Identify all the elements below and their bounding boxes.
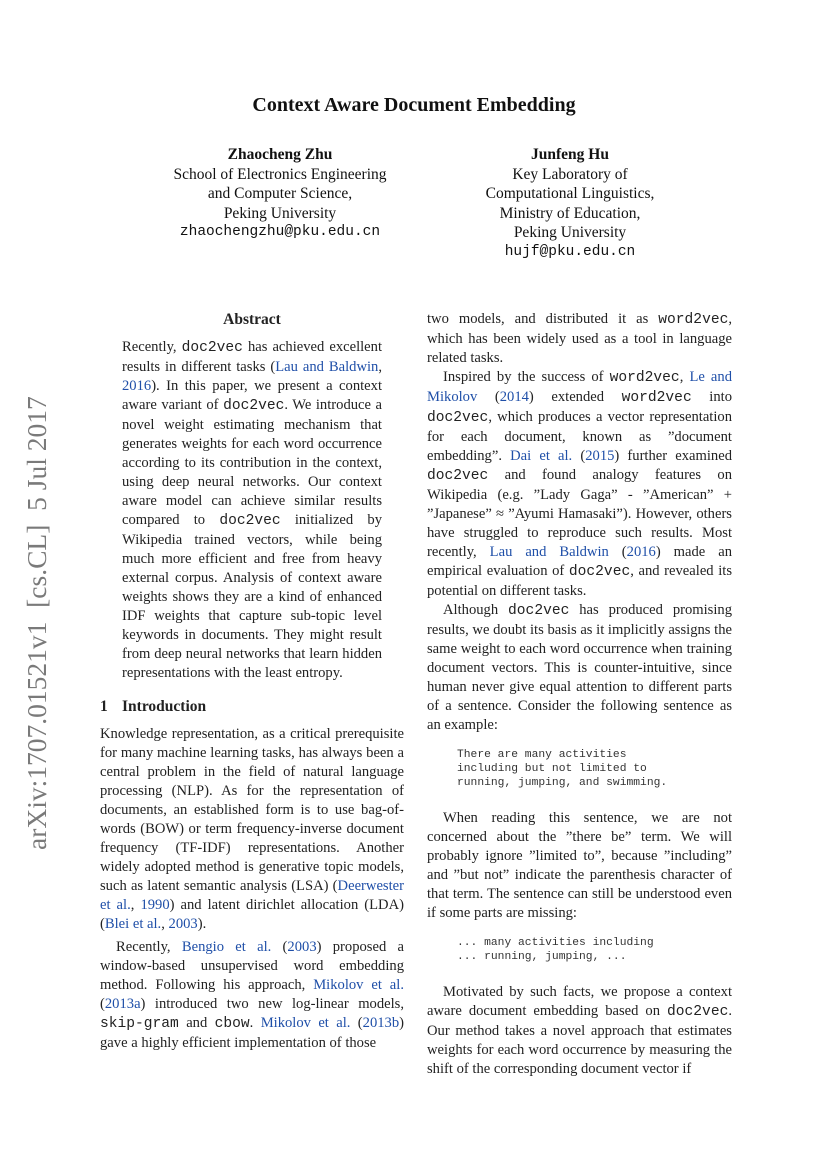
text-run: . We introduce a novel weight estimating mechanism that generates weights for each word occurrence according to its contribution in the context, using deep neural networks. Our context aware model can achieve similar results compared to (122, 397, 382, 528)
code-term: doc2vec (508, 603, 570, 619)
text-run: has achieved excellent results in different tasks ( (122, 339, 383, 375)
text-run: Motivated by such facts, we propose a context aware document embedding based on (427, 984, 732, 1019)
abstract-heading: Abstract (223, 311, 281, 328)
citation-link[interactable]: Lau and Baldwin (489, 544, 609, 560)
body-paragraph (427, 601, 732, 735)
arxiv-identifier-text: arXiv:1707.01521v1 [cs.CL] 5 Jul 2017 (21, 396, 52, 850)
text-run: ) introduced two new log-linear models, (140, 996, 404, 1012)
text-run: ) made an empirical evaluation of (427, 544, 732, 579)
text-run: ( (350, 1015, 363, 1031)
author-name: Junfeng Hu (531, 146, 609, 163)
text-run: , (161, 916, 169, 932)
citation-year-link[interactable]: 2016 (626, 544, 656, 560)
citation-link[interactable]: Mikolov et al. (260, 1015, 351, 1031)
citation-year-link[interactable]: 2013b (362, 1015, 400, 1031)
code-term: doc2vec (223, 398, 285, 414)
text-run: and (178, 1015, 215, 1031)
text-run: ) extended (528, 389, 622, 405)
citation-link[interactable]: Bengio et al. (181, 939, 272, 955)
text-run: Recently, (122, 339, 182, 355)
right-column (427, 310, 732, 1079)
author-affiliation-line: School of Electronics Engineering (173, 165, 387, 183)
citation-link[interactable]: Dai et al. (510, 448, 573, 464)
author-affiliation-line: Key Laboratory of (512, 165, 628, 183)
author-block-1 (140, 145, 420, 243)
text-run: , which has been widely used as a tool in language related tasks. (427, 311, 732, 366)
author-affiliation-line: Ministry of Education, (499, 204, 641, 222)
text-run: ) proposed a window-based unsupervised word embedding method. Following his approach, (100, 939, 404, 993)
citation-year-link[interactable]: 2016 (122, 378, 152, 394)
citation-link[interactable]: Deerwester et al. (100, 878, 404, 913)
code-term: doc2vec (427, 468, 489, 484)
citation-year-link[interactable]: 2015 (585, 448, 615, 464)
text-run: into (691, 389, 732, 405)
text-run: ) further examined (614, 448, 732, 464)
body-paragraph (427, 368, 732, 601)
intro-paragraph-1 (100, 725, 404, 934)
section-title: Introduction (122, 698, 207, 715)
author-email[interactable]: zhaochengzhu@pku.edu.cn (179, 224, 381, 240)
text-run: ( (572, 448, 586, 464)
text-run: ( (100, 996, 105, 1012)
author-affiliation-line: Computational Linguistics, (485, 185, 655, 202)
arxiv-identifier-stamp (0, 380, 60, 860)
body-paragraph-continued (427, 310, 732, 368)
text-run: . Our method takes a novel approach that estimates weights for each word occurrence by measuring the shift of the corresponding document vector if (427, 1003, 732, 1077)
text-run: , (679, 369, 690, 385)
author-affiliation-line: Peking University (223, 204, 337, 222)
text-run: ). (197, 916, 207, 932)
code-term: word2vec (658, 312, 729, 328)
text-run: ( (608, 544, 627, 560)
citation-year-link[interactable]: 1990 (140, 897, 170, 913)
author-affiliation-line: Peking University (513, 224, 627, 241)
body-paragraph: When reading this sentence, we are not concerned about the ”there be” term. We will probably ignore ”limited to”, because ”including” and ”but not” indicate the parenthesis character of that term. The sentence can still be understood even if some parts are missing: (427, 810, 732, 921)
text-run: , (378, 359, 382, 375)
author-block-2 (430, 145, 710, 262)
text-run: . (249, 1015, 261, 1031)
text-run: and found analogy features on Wikipedia (e.g. ”Lady Gaga” - ”American” + ”Japanese” ≈ ”Ayumi Hamasaki”). However, others have struggled to reproduce such results. Most recently, (427, 467, 732, 560)
text-run: Although (443, 602, 509, 618)
citation-link[interactable]: Blei et al. (104, 916, 162, 932)
text-run: initialized by Wikipedia trained vectors, while being much more efficient and free from heavy external corpus. Analysis of context aware weights shows they are a kind of enhanced IDF weights that capture sub-topic level keywords in documents. They might result from deep neural networks that learn hidden representations with the least entropy. (122, 512, 382, 681)
text-run: two models, and distributed it as (427, 311, 659, 327)
code-term: doc2vec (219, 513, 281, 529)
citation-year-link[interactable]: 2003 (287, 939, 317, 955)
text-run: ). In this paper, we present a context aware variant of (122, 378, 382, 413)
citation-year-link[interactable]: 2003 (168, 916, 198, 932)
code-term: doc2vec (667, 1004, 729, 1020)
author-email[interactable]: hujf@pku.edu.cn (504, 243, 636, 260)
abstract-body (122, 338, 382, 683)
text-run: ( (477, 389, 500, 405)
author-affiliation-line: and Computer Science, (207, 185, 353, 202)
text-run: Inspired by the success of (443, 369, 610, 385)
code-term: doc2vec (427, 410, 489, 426)
body-paragraph (427, 983, 732, 1079)
code-term: word2vec (621, 390, 692, 406)
code-term: cbow (214, 1016, 250, 1032)
citation-link[interactable]: Mikolov et al. (313, 977, 404, 993)
intro-paragraph-2 (100, 938, 404, 1053)
code-term: doc2vec (568, 564, 631, 580)
text-run: ) and latent dirichlet allocation (LDA) ( (100, 897, 404, 932)
example-fragment-code-block: ... many activities including ... running, jumping, ... (457, 937, 654, 963)
text-run: , which produces a vector representation for each document, known as ”document embedding”. (427, 409, 732, 464)
text-run: Knowledge representation, as a critical prerequisite for many machine learning tasks, has always been a central problem in the field of natural language processing (NLP). As for the representation of documents, an established form is to use bag-of-words (BOW) or term frequency-inverse document frequency (TF-IDF) representations. Another widely adopted method is generative topic models, such as latent semantic analysis (LSA) ( (100, 726, 404, 894)
citation-link[interactable]: Lau and Baldwin (275, 359, 379, 375)
text-run: ( (271, 939, 288, 955)
citation-link[interactable]: Le and Mikolov (427, 369, 732, 405)
section-heading-introduction (100, 697, 404, 716)
citation-year-link[interactable]: 2014 (499, 389, 529, 405)
paper-title: Context Aware Document Embedding (252, 94, 576, 116)
code-term: doc2vec (181, 340, 243, 356)
section-number: 1 (100, 698, 108, 715)
example-sentence-code-block: There are many activities including but not limited to running, jumping, and swimming. (457, 749, 668, 789)
citation-year-link[interactable]: 2013a (104, 996, 141, 1012)
code-term: word2vec (609, 370, 680, 386)
text-run: has produced promising results, we doubt its basis as it implicitly assigns the same weight to each word occurrence when training document vectors. This is counter-intuitive, since human never give equal attention to different parts of a sentence. Consider the following sentence as an example: (427, 602, 733, 733)
code-term: skip-gram (100, 1016, 179, 1032)
left-column (100, 310, 404, 1053)
text-run: Recently, (116, 939, 182, 955)
author-name: Zhaocheng Zhu (227, 146, 333, 163)
text-run: , (130, 897, 141, 913)
text-run: , and revealed its potential on different tasks. (427, 563, 732, 599)
text-run: ) gave a highly efficient implementation of those (100, 1015, 404, 1051)
